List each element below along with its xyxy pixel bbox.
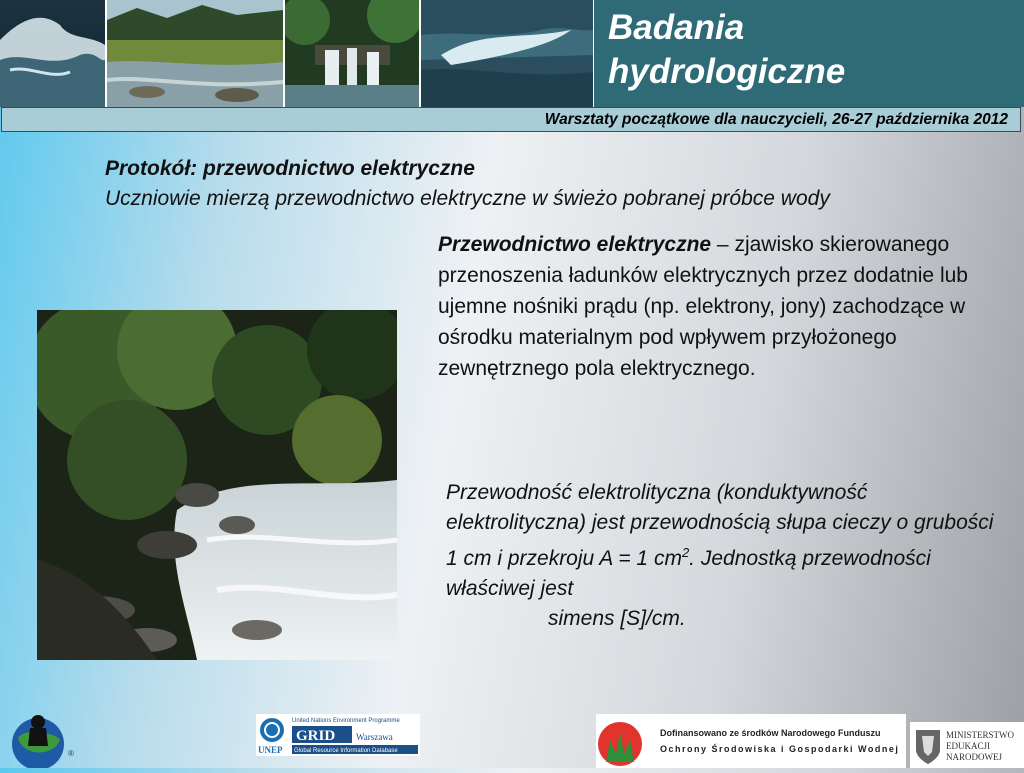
header-photo-meadow-stream	[107, 0, 283, 107]
nfosigw-line-2: Ochrony Środowiska i Gospodarki Wodnej	[660, 744, 900, 754]
workshop-subtitle: Warsztaty początkowe dla nauczycieli, 26-27 października 2012	[1, 107, 1021, 132]
conductance-unit-line: simens [S]/cm.	[548, 607, 686, 630]
header-photo-waves	[0, 0, 105, 107]
unep-grid-text: GRID	[296, 728, 336, 744]
definition-text: – zjawisko skierowanego przenoszenia ładunków elektrycznych przez dodatnie lub ujemne nośniki prądu (np. elektrony, jony) zachodzące w ośrodku materialnym pod wpływem przyłożonego zewnętrznego pola elektrycznego.	[438, 233, 968, 380]
globe-program-logo	[4, 706, 76, 768]
unep-label: UNEP	[258, 745, 283, 755]
unep-line-1: United Nations Environment Programme	[292, 718, 400, 724]
title-line-2: hydrologiczne	[608, 52, 846, 91]
river-photo	[37, 310, 397, 660]
nfosigw-line-1: Dofinansowano ze środków Narodowego Funduszu	[660, 728, 881, 738]
ministry-line-1: MINISTERSTWO	[946, 730, 1014, 740]
header-photo-sea-wave	[421, 0, 593, 107]
unep-city: Warszawa	[356, 732, 393, 742]
nfosigw-logo	[596, 714, 906, 768]
ministry-line-2: EDUKACJI	[946, 741, 990, 751]
electrolytic-conductance-text	[446, 478, 1006, 634]
conductance-superscript: 2	[681, 545, 690, 560]
header-photo-waterfall	[285, 0, 419, 107]
conductance-after: . Jednostką przewodności właściwej jest	[446, 547, 931, 600]
presentation-title	[594, 0, 1024, 107]
protocol-intro	[105, 154, 935, 214]
title-line-1: Badania	[608, 8, 745, 47]
unep-grid-logo	[256, 714, 420, 756]
conductance-main: Przewodność elektrolityczna (konduktywność elektrolityczna) jest przewodnością słupa cieczy o grubości 1 cm i przekroju A = 1 cm	[446, 481, 994, 570]
unep-line-3: Global Resource Information Database	[294, 748, 398, 754]
protocol-heading: Protokół: przewodnictwo elektryczne	[105, 157, 475, 180]
conductivity-definition	[438, 229, 1008, 384]
header-banner	[0, 0, 1024, 107]
globe-registered-mark: ®	[68, 749, 74, 758]
ministry-of-education-logo	[910, 722, 1024, 768]
protocol-description: Uczniowie mierzą przewodnictwo elektryczne w świeżo pobranej próbce wody	[105, 187, 830, 210]
definition-term: Przewodnictwo elektryczne	[438, 233, 712, 256]
ministry-line-3: NARODOWEJ	[946, 752, 1002, 762]
